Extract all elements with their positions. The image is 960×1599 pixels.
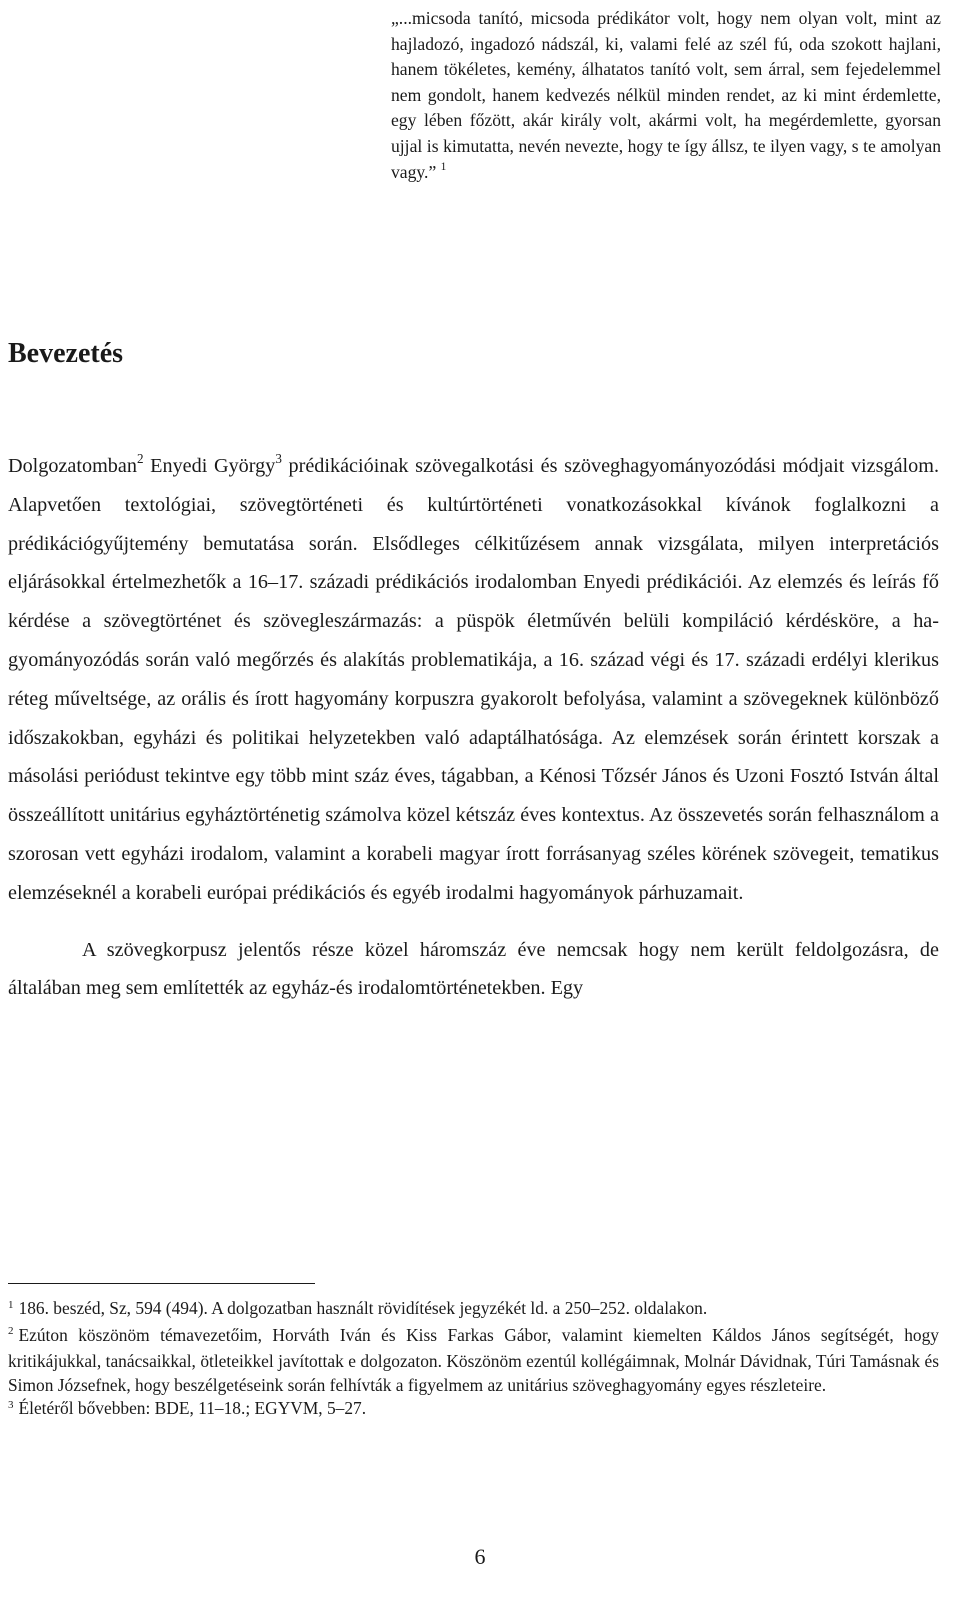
- footnote-number: 3: [8, 1398, 14, 1411]
- footnote-text: Életéről bővebben: BDE, 11–18.; EGYVM, 5–27.: [18, 1398, 367, 1418]
- footnote-text: 186. beszéd, Sz, 594 (494). A dolgozatban használt rövidítések jegyzékét ld. a 250–252. oldalakon.: [18, 1298, 708, 1318]
- footnote-2: [8, 1324, 939, 1398]
- footnotes: [8, 1297, 939, 1424]
- paragraph-1-part-c: prédikációinak szövegalkotási és szöveghagyományozódási módjait vizsgálom. Alapvetően textológiai, szövegtörténeti és kultúrtörténeti vonatkozásokkal kívánok foglalkozni a prédikációgyűjtemény bemutatása során. Elsődleges célkitűzésem annak vizsgálata, milyen interpretációs eljárásokkal értelmezhetők a 16–17. századi prédikációs irodalomban Enyedi prédikációi. Az elemzés és leírás fő kérdése a szövegtörténet és szövegleszármazás: a püspök életművén belüli kompiláció kérdésköre, a hagyományozódás során való megőrzés és alakítás problematikája, a 16. század végi és 17. századi erdélyi klerikus réteg műveltsége, az orális és írott hagyomány korpuszra gyakorolt befolyása, valamint a szövegeknek különböző időszakokban, egyházi és politikai helyzetekben való adaptálhatósága. Az elemzések során érintett korszak a másolási periódust tekintve egy több mint száz éves, tágabban, a Kénosi Tőzsér János és Uzoni Fosztó István által összeállított unitárius egyháztörténetig számolva közel kétszáz éves kontextus. Az összevetés során felhasználom a szorosan vett egyházi irodalom, valamint a korabeli magyar írott forrásanyag széles körének szövegeit, tematikus elemzéseknél a korabeli európai prédikációs és egyéb irodalmi hagyományok párhuzamait.: [8, 455, 939, 904]
- footnote-1: [8, 1297, 939, 1324]
- epigraph-text: „...micsoda tanító, micsoda prédikátor volt, hogy nem olyan volt, mint az hajladozó, ingadozó nádszál, ki, valami felé az szél fú, oda szokott hajlani, hanem tökéletes, kemény, álhatatos tanító volt, sem árral, sem fejedelemmel nem gondolt, hanem kedvezés nélkül minden rendet, az ki mint érdemlette, egy lében főzött, akár király volt, akármi volt, ha megérdemlette, gyorsan ujjal is kimutatta, nevén nevezte, hogy te így állsz, te ilyen vagy, s te amolyan vagy.”: [391, 8, 941, 182]
- footnote-text: Ezúton köszönöm témavezetőim, Horváth Iván és Kiss Farkas Gábor, valamint kiemelten Káldos János segítségét, hogy kritikájukkal, tanácsaikkal, ötleteikkel javítottak e dolgozaton. Köszönöm ezentúl kollégáimnak, Molnár Dávidnak, Túri Tamásnak és Simon Józsefnek, hogy beszélgetéseink során felhívták a figyelmem az unitárius szöveghagyomány egyes részleteire.: [8, 1324, 939, 1395]
- page-number: 6: [474, 1544, 486, 1569]
- footnote-3: [8, 1397, 939, 1424]
- footnote-number: 1: [8, 1298, 14, 1311]
- main-body: [8, 447, 939, 1008]
- paragraph-1: [8, 447, 939, 913]
- footnote-separator: [8, 1283, 315, 1284]
- footnote-ref-2[interactable]: 2: [136, 450, 144, 466]
- paragraph-1-part-a: Dolgozatomban: [8, 455, 137, 477]
- epigraph-quote: [391, 6, 941, 185]
- footnote-ref-3[interactable]: 3: [275, 450, 282, 466]
- footnote-ref-1[interactable]: 1: [440, 160, 447, 173]
- paragraph-2: A szövegkorpusz jelentős része közel háromszáz éve nemcsak hogy nem került feldolgozásra, de általában meg sem említették az egyház-és irodalomtörténetekben. Egy: [8, 938, 939, 1000]
- footnote-number: 2: [8, 1325, 14, 1338]
- section-heading: Bevezetés: [8, 338, 124, 369]
- paragraph-1-part-b: Enyedi György: [143, 455, 276, 477]
